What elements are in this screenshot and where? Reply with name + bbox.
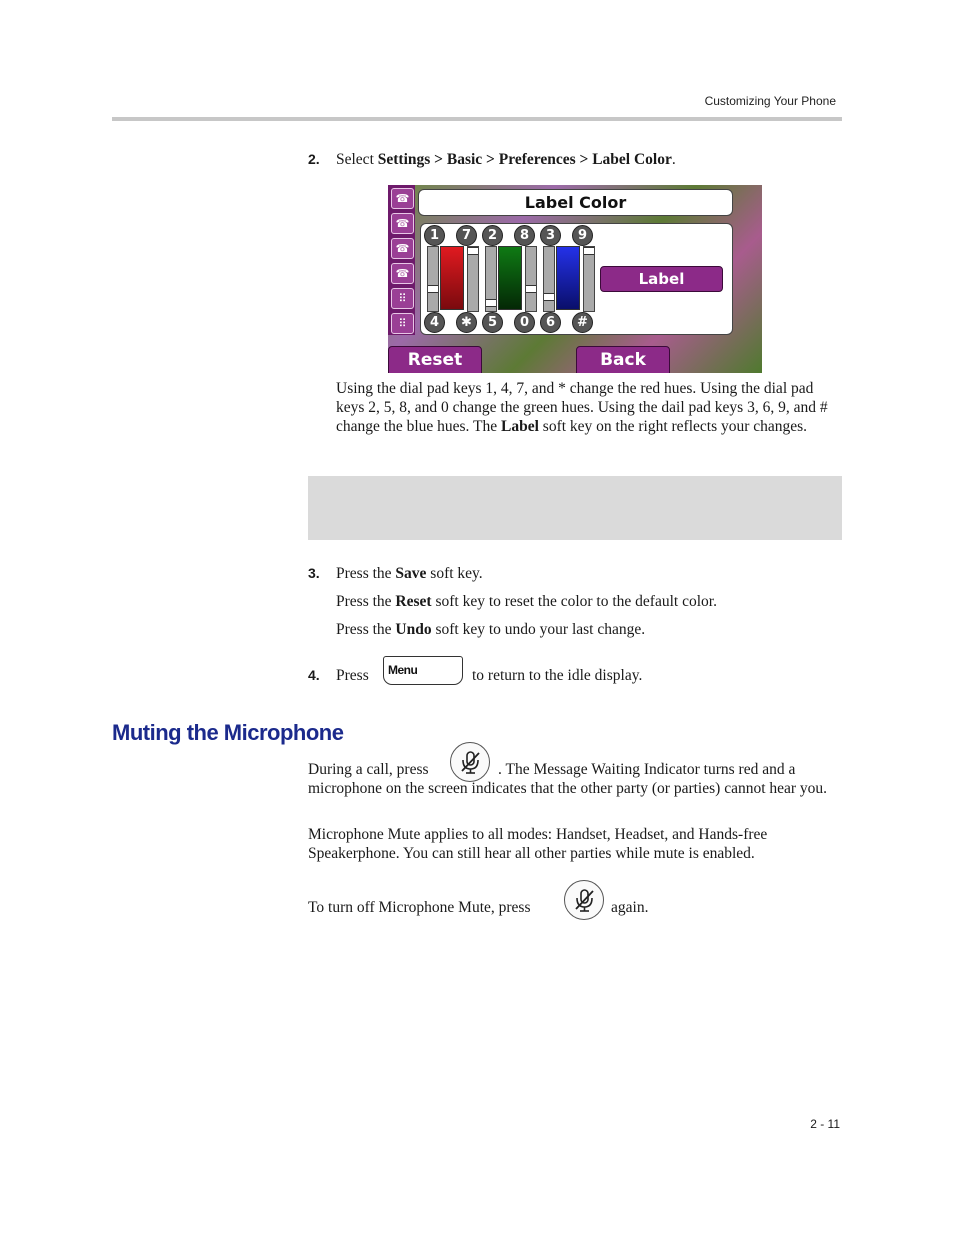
back-soft-key: Back: [576, 346, 670, 373]
menu-key-icon: [383, 656, 463, 685]
dial-key-bottom: 6: [540, 312, 561, 333]
dial-key-top: 3: [540, 225, 561, 246]
green-slider-left: [485, 246, 497, 312]
reset-pre: Press the: [336, 593, 396, 610]
save-term: Save: [395, 565, 427, 582]
reset-soft-key: Reset: [388, 346, 482, 373]
settings-path: Settings > Basic > Preferences > Label Color: [377, 151, 672, 168]
mute-para-2: Microphone Mute applies to all modes: Handset, Headset, and Hands-free Speakerphone. You can still hear all other parties while mute is enabled.: [308, 826, 768, 862]
microphone-mute-icon: [564, 880, 604, 920]
step-4-post: to return to the idle display.: [472, 667, 643, 684]
menu-key-label: Menu: [388, 663, 418, 677]
undo-post: soft key to undo your last change.: [431, 621, 646, 638]
mute-para-3-post: again.: [611, 899, 649, 916]
step-number-4: 4.: [308, 667, 320, 683]
mute-para-1-pre: During a call, press: [308, 761, 429, 778]
section-heading: Muting the Microphone: [112, 720, 344, 745]
red-slider-right: [467, 246, 479, 312]
phone-line-icon: ☎: [391, 213, 414, 234]
step-4-pre: Press: [336, 667, 369, 684]
reset-term: Reset: [395, 593, 432, 610]
description-pre: Using the dial pad keys 1, 4, 7, and * change the red hues. Using the dial pad keys 2, 5, 8, and 0 change the green hues. Using the dail pad keys 3, 6, 9, and # change the blue hues. The: [336, 380, 828, 435]
dial-key-bottom: #: [572, 312, 593, 333]
step-3-text: [336, 564, 483, 583]
reset-instruction: [336, 592, 717, 611]
dial-key-bottom: ✱: [456, 312, 477, 333]
dial-key-top: 7: [456, 225, 477, 246]
line-key-bar: [388, 185, 415, 335]
label-term: Label: [501, 418, 539, 435]
step-number-3: 3.: [308, 565, 320, 581]
phone-line-icon: ☎: [391, 238, 414, 259]
running-header: Customizing Your Phone: [704, 94, 836, 108]
undo-term: Undo: [395, 621, 432, 638]
mute-para-1-post: . The Message Waiting Indicator turns red and a microphone on the screen indicates that the other party (or parties) cannot hear you.: [308, 761, 828, 797]
phone-line-icon: ☎: [391, 263, 414, 284]
undo-pre: Press the: [336, 621, 396, 638]
green-color-bar: [498, 246, 522, 310]
header-rule: [112, 117, 842, 121]
mute-para-3-pre: To turn off Microphone Mute, press: [308, 899, 531, 916]
step-2-pre: Select: [336, 151, 378, 168]
blue-slider-right: [583, 246, 595, 312]
color-description: [336, 379, 842, 436]
step-3-pre: Press the: [336, 565, 396, 582]
step-3-post: soft key.: [426, 565, 483, 582]
step-number-2: 2.: [308, 151, 320, 167]
dial-key-top: 8: [514, 225, 535, 246]
keypad-icon: ⠿: [391, 288, 414, 309]
step-2-text: [336, 150, 676, 169]
green-slider-right: [525, 246, 537, 312]
reset-post: soft key to reset the color to the default color.: [431, 593, 717, 610]
step-2-post: .: [671, 151, 676, 168]
label-soft-key: Label: [600, 266, 723, 292]
note-box: [308, 476, 842, 540]
dial-key-top: 1: [424, 225, 445, 246]
description-post: soft key on the right reflects your changes.: [538, 418, 808, 435]
page-number: 2 - 11: [810, 1117, 840, 1131]
red-color-bar: [440, 246, 464, 310]
blue-color-bar: [556, 246, 580, 310]
dial-key-bottom: 4: [424, 312, 445, 333]
phone-line-icon: ☎: [391, 188, 414, 209]
screen-title: Label Color: [418, 189, 733, 216]
dial-key-top: 9: [572, 225, 593, 246]
red-slider-left: [427, 246, 439, 312]
undo-instruction: [336, 620, 645, 639]
dial-key-top: 2: [482, 225, 503, 246]
blue-slider-left: [543, 246, 555, 312]
dial-key-bottom: 5: [482, 312, 503, 333]
label-color-screenshot: [388, 185, 762, 373]
dial-key-bottom: 0: [514, 312, 535, 333]
keypad-icon: ⠿: [391, 313, 414, 334]
